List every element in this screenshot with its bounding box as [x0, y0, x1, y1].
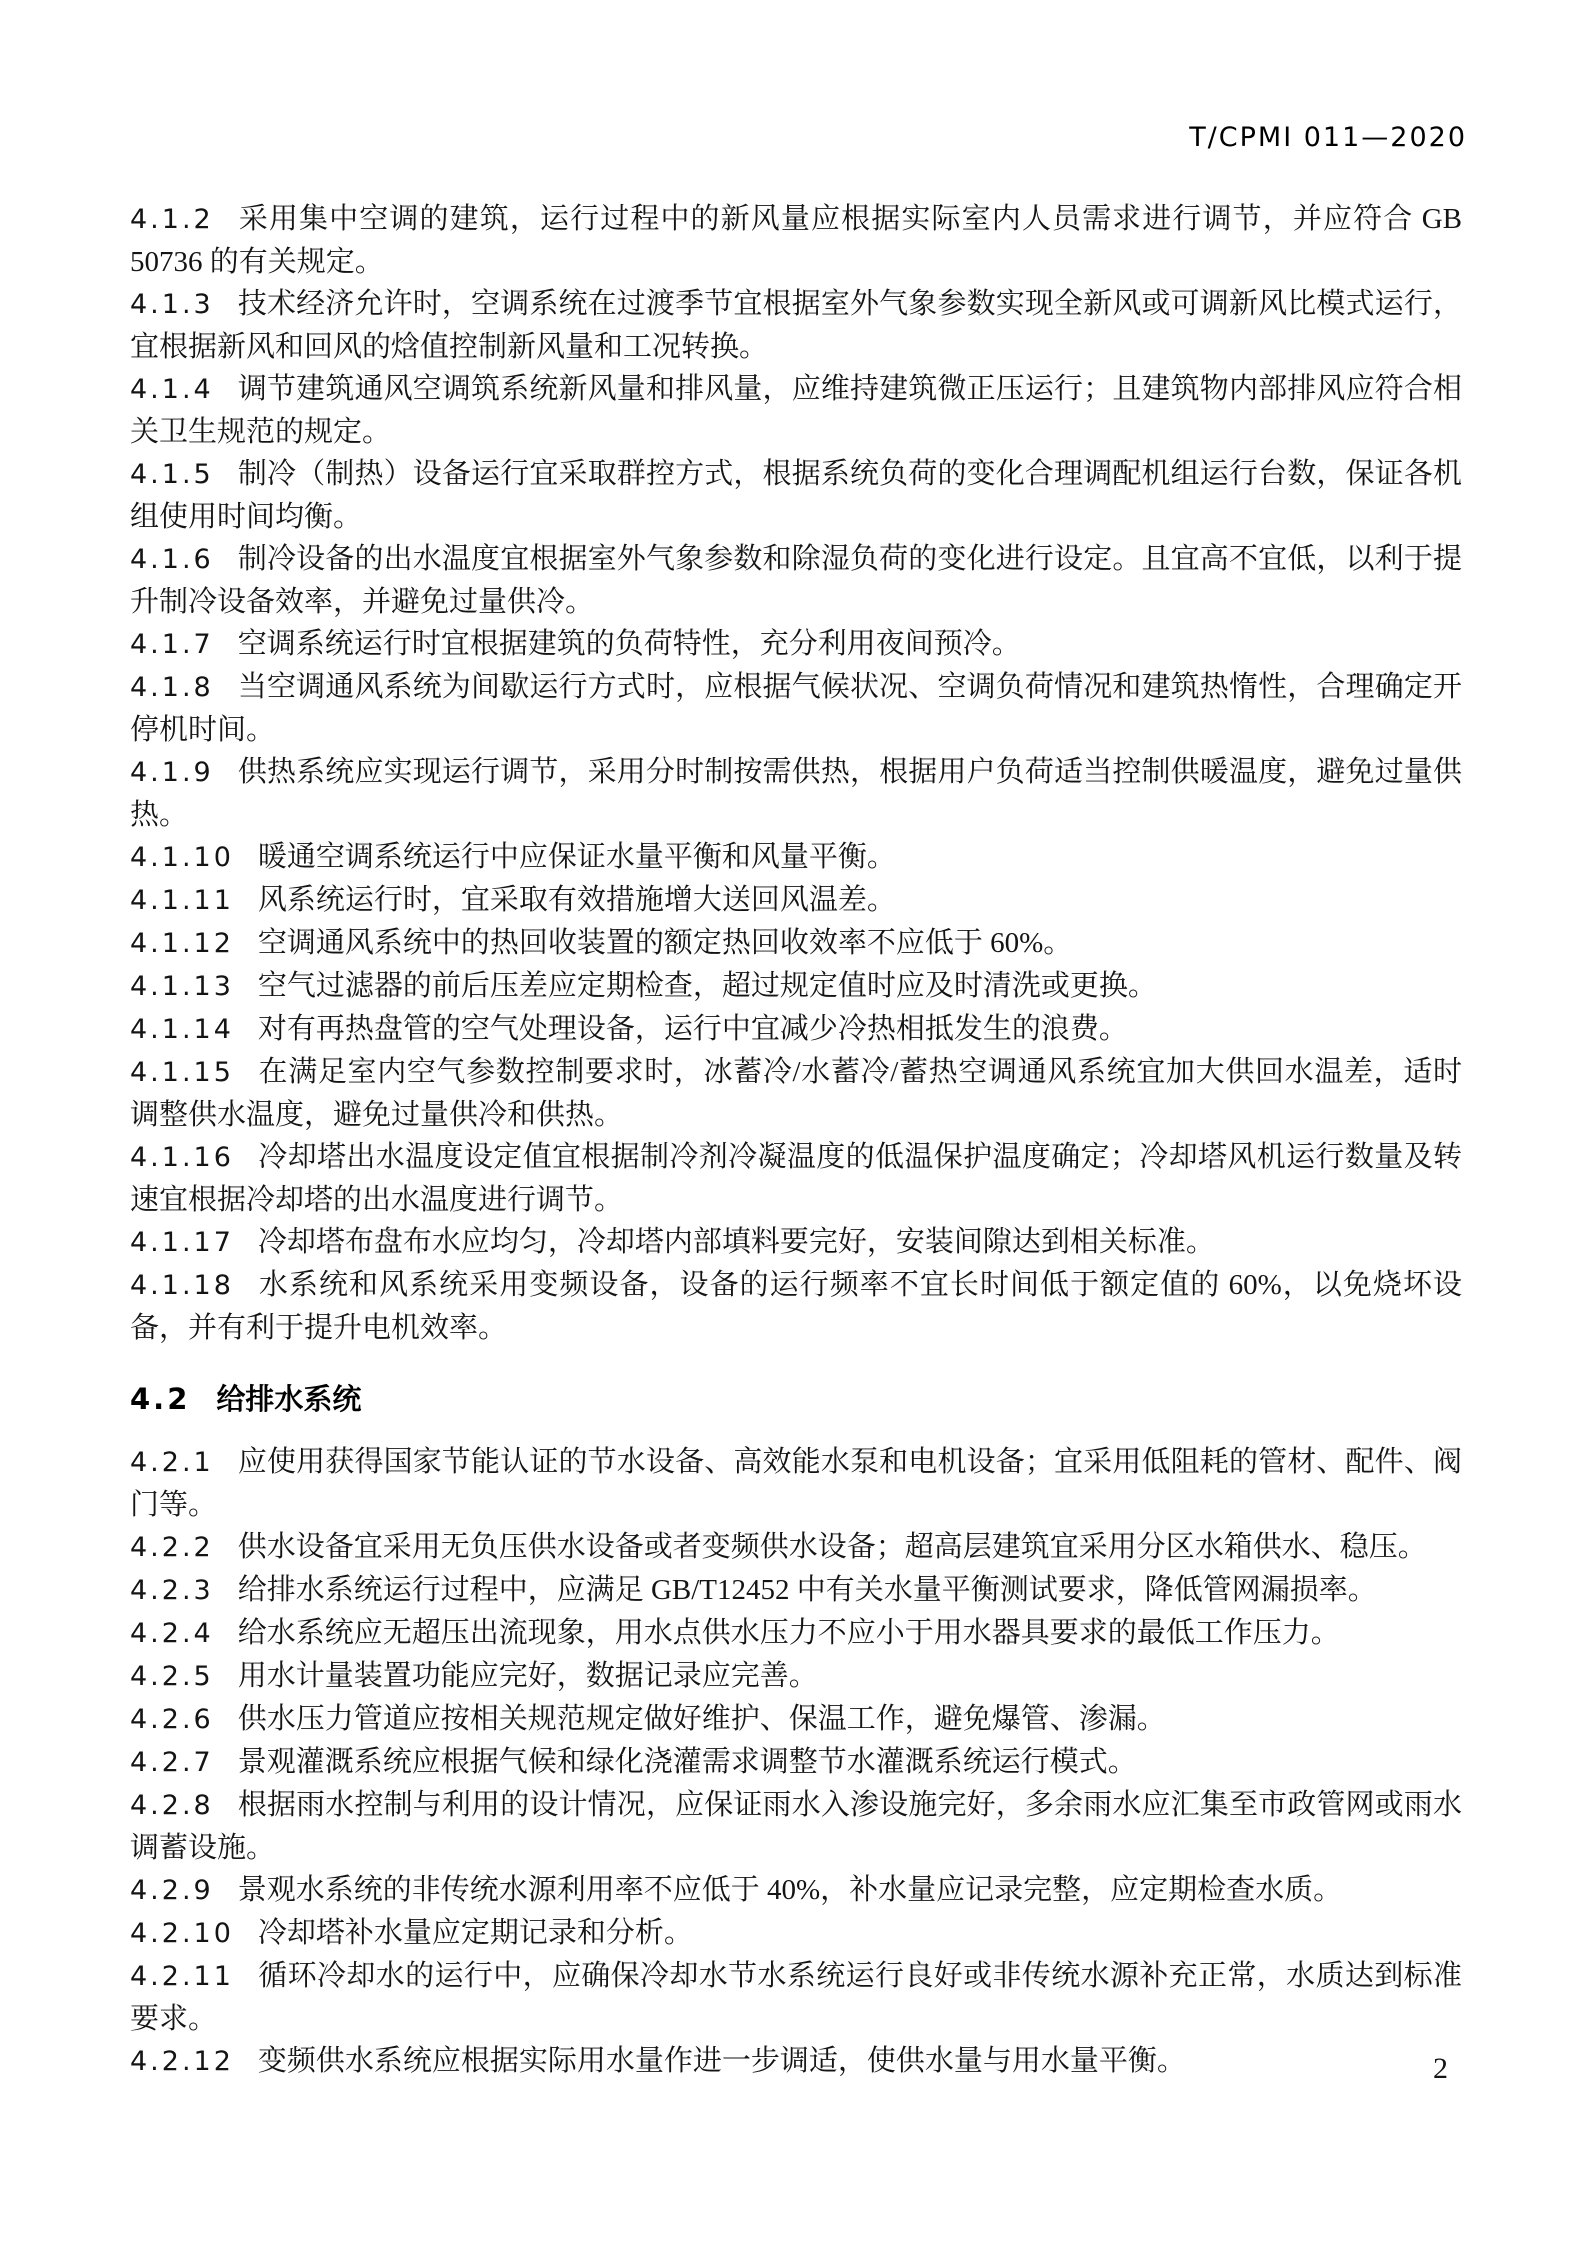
clause-text: 用水计量装置功能应完好，数据记录应完善。	[237, 1660, 818, 1692]
clause-number: 4.2.5	[130, 1661, 214, 1692]
clause-paragraph	[130, 198, 1462, 283]
clause-text: 根据雨水控制与利用的设计情况，应保证雨水入渗设施完好，多余雨水应汇集至市政管网或雨水调蓄设施。	[130, 1789, 1462, 1864]
section-4-2-heading	[130, 1377, 1462, 1421]
clause-paragraph	[130, 751, 1462, 836]
clause-text: 调节建筑通风空调筑系统新风量和排风量，应维持建筑微正压运行；且建筑物内部排风应符合相关卫生规范的规定。	[130, 373, 1462, 448]
clause-paragraph	[130, 1136, 1462, 1221]
clause-paragraph	[130, 1008, 1462, 1051]
clause-number: 4.2.7	[130, 1747, 214, 1778]
clause-number: 4.1.10	[130, 842, 234, 873]
page-header	[130, 122, 1467, 153]
clause-number: 4.1.4	[130, 374, 214, 405]
clause-text: 风系统运行时，宜采取有效措施增大送回风温差。	[257, 884, 896, 916]
clause-text: 给排水系统运行过程中，应满足 GB/T12452 中有关水量平衡测试要求，降低管网漏损率。	[237, 1574, 1377, 1606]
clause-text: 在满足室内空气参数控制要求时，冰蓄冷/水蓄冷/蓄热空调通风系统宜加大供回水温差，适时调整供水温度，避免过量供冷和供热。	[130, 1056, 1462, 1131]
clause-number: 4.2.3	[130, 1575, 214, 1606]
clause-text: 冷却塔布盘布水应均匀，冷却塔内部填料要完好，安装间隙达到相关标准。	[257, 1226, 1215, 1258]
section-heading-title: 给排水系统	[216, 1382, 362, 1416]
clause-paragraph	[130, 1612, 1462, 1655]
clause-paragraph	[130, 922, 1462, 965]
clause-paragraph	[130, 1655, 1462, 1698]
clause-text: 冷却塔出水温度设定值宜根据制冷剂冷凝温度的低温保护温度确定；冷却塔风机运行数量及转速宜根据冷却塔的出水温度进行调节。	[130, 1141, 1462, 1216]
clause-number: 4.1.14	[130, 1014, 234, 1045]
clause-number: 4.1.15	[130, 1057, 234, 1088]
clause-text: 技术经济允许时，空调系统在过渡季节宜根据室外气象参数实现全新风或可调新风比模式运行，宜根据新风和回风的焓值控制新风量和工况转换。	[130, 288, 1462, 363]
clause-paragraph	[130, 1441, 1462, 1526]
clause-number: 4.1.12	[130, 928, 234, 959]
clause-paragraph	[130, 538, 1462, 623]
clause-paragraph	[130, 666, 1462, 751]
clause-text: 供水设备宜采用无负压供水设备或者变频供水设备；超高层建筑宜采用分区水箱供水、稳压。	[237, 1531, 1427, 1563]
clause-paragraph	[130, 623, 1462, 666]
clause-paragraph	[130, 1264, 1462, 1349]
clause-text: 景观灌溉系统应根据气候和绿化浇灌需求调整节水灌溉系统运行模式。	[237, 1746, 1137, 1778]
section-4-1-clauses	[130, 198, 1462, 1349]
clause-text: 空调通风系统中的热回收装置的额定热回收效率不应低于 60%。	[257, 927, 1073, 959]
clause-text: 变频供水系统应根据实际用水量作进一步调适，使供水量与用水量平衡。	[257, 2045, 1186, 2077]
clause-number: 4.2.4	[130, 1618, 214, 1649]
clause-paragraph	[130, 1741, 1462, 1784]
section-4-2-clauses	[130, 1441, 1462, 2083]
clause-number: 4.1.9	[130, 757, 214, 788]
clause-paragraph	[130, 1698, 1462, 1741]
clause-text: 水系统和风系统采用变频设备，设备的运行频率不宜长时间低于额定值的 60%，以免烧坏设备，并有利于提升电机效率。	[130, 1269, 1462, 1344]
clause-number: 4.2.10	[130, 1918, 234, 1949]
clause-text: 应使用获得国家节能认证的节水设备、高效能水泵和电机设备；宜采用低阻耗的管材、配件、阀门等。	[130, 1446, 1462, 1521]
clause-number: 4.1.3	[130, 289, 214, 320]
clause-number: 4.1.18	[130, 1270, 234, 1301]
clause-number: 4.1.2	[130, 204, 214, 235]
clause-paragraph	[130, 368, 1462, 453]
clause-paragraph	[130, 1912, 1462, 1955]
clause-number: 4.1.5	[130, 459, 214, 490]
clause-number: 4.1.7	[130, 629, 214, 660]
clause-text: 景观水系统的非传统水源利用率不应低于 40%，补水量应记录完整，应定期检查水质。	[237, 1874, 1343, 1906]
clause-paragraph	[130, 1221, 1462, 1264]
clause-number: 4.2.9	[130, 1875, 214, 1906]
clause-text: 当空调通风系统为间歇运行方式时，应根据气候状况、空调负荷情况和建筑热惰性，合理确定开停机时间。	[130, 671, 1462, 746]
clause-number: 4.2.6	[130, 1704, 214, 1735]
clause-text: 采用集中空调的建筑，运行过程中的新风量应根据实际室内人员需求进行调节，并应符合 GB 50736 的有关规定。	[130, 203, 1462, 278]
clause-text: 冷却塔补水量应定期记录和分析。	[257, 1917, 693, 1949]
clause-text: 循环冷却水的运行中，应确保冷却水节水系统运行良好或非传统水源补充正常，水质达到标准要求。	[130, 1960, 1462, 2035]
clause-number: 4.1.8	[130, 672, 214, 703]
clause-text: 空气过滤器的前后压差应定期检查，超过规定值时应及时清洗或更换。	[257, 970, 1157, 1002]
clause-number: 4.1.13	[130, 971, 234, 1002]
clause-text: 供热系统应实现运行调节，采用分时制按需供热，根据用户负荷适当控制供暖温度，避免过量供热。	[130, 756, 1462, 831]
clause-paragraph	[130, 453, 1462, 538]
clause-paragraph	[130, 879, 1462, 922]
clause-text: 供水压力管道应按相关规范规定做好维护、保温工作，避免爆管、渗漏。	[237, 1703, 1166, 1735]
clause-paragraph	[130, 283, 1462, 368]
clause-number: 4.2.2	[130, 1532, 214, 1563]
clause-text: 制冷设备的出水温度宜根据室外气象参数和除湿负荷的变化进行设定。且宜高不宜低，以利于提升制冷设备效率，并避免过量供冷。	[130, 543, 1462, 618]
clause-text: 对有再热盘管的空气处理设备，运行中宜减少冷热相抵发生的浪费。	[257, 1013, 1128, 1045]
clause-paragraph	[130, 1869, 1462, 1912]
clause-text: 空调系统运行时宜根据建筑的负荷特性，充分利用夜间预冷。	[237, 628, 1021, 660]
clause-number: 4.1.11	[130, 885, 234, 916]
clause-text: 制冷（制热）设备运行宜采取群控方式，根据系统负荷的变化合理调配机组运行台数，保证各机组使用时间均衡。	[130, 458, 1462, 533]
page-number: 2	[1433, 2052, 1448, 2085]
page-footer	[130, 2052, 1448, 2086]
standard-number: T/CPMI 011—2020	[1189, 122, 1467, 153]
clause-number: 4.1.6	[130, 544, 214, 575]
clause-paragraph	[130, 1051, 1462, 1136]
clause-paragraph	[130, 1569, 1462, 1612]
clause-paragraph	[130, 1526, 1462, 1569]
clause-number: 4.1.17	[130, 1227, 234, 1258]
clause-number: 4.1.16	[130, 1142, 234, 1173]
clause-number: 4.2.11	[130, 1961, 234, 1992]
clause-number: 4.2.12	[130, 2046, 234, 2077]
clause-paragraph	[130, 836, 1462, 879]
document-body	[130, 198, 1462, 2083]
clause-number: 4.2.1	[130, 1447, 214, 1478]
clause-paragraph	[130, 1784, 1462, 1869]
clause-paragraph	[130, 965, 1462, 1008]
clause-text: 给水系统应无超压出流现象，用水点供水压力不应小于用水器具要求的最低工作压力。	[237, 1617, 1340, 1649]
clause-paragraph	[130, 1955, 1462, 2040]
clause-number: 4.2.8	[130, 1790, 214, 1821]
clause-text: 暖通空调系统运行中应保证水量平衡和风量平衡。	[257, 841, 896, 873]
section-heading-number: 4.2	[130, 1382, 191, 1416]
